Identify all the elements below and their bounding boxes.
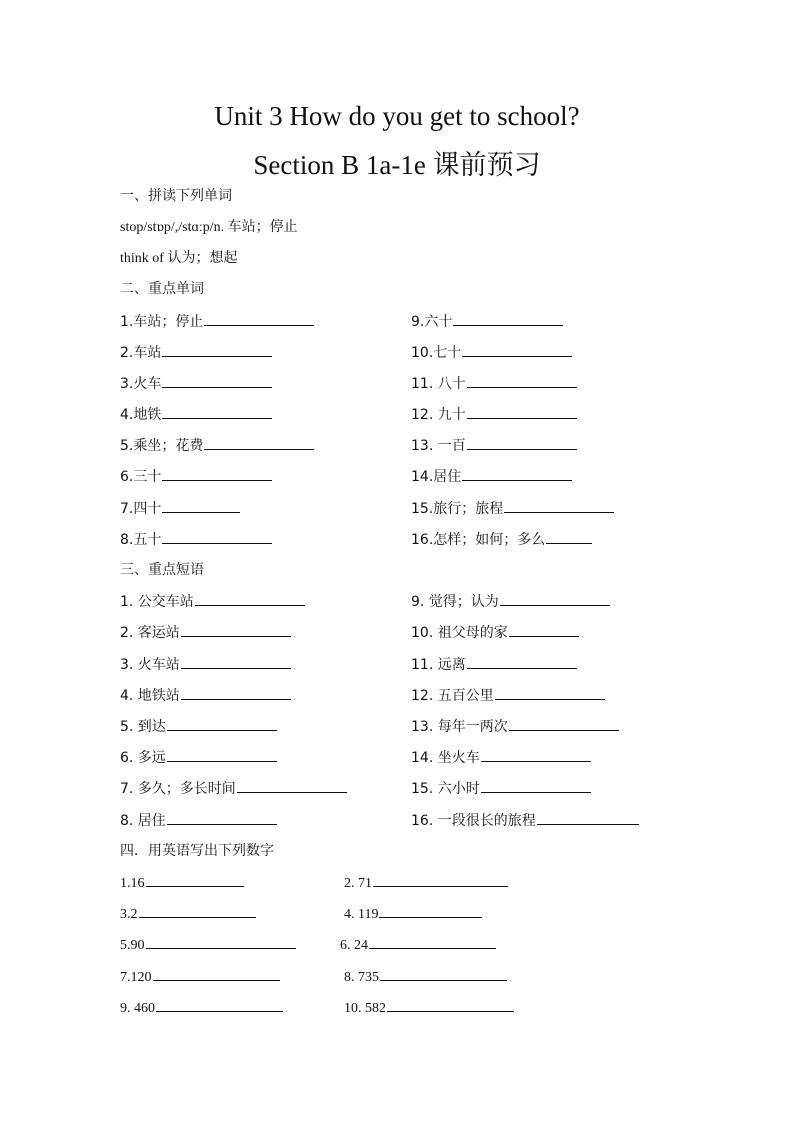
- document-subtitle: Section B 1a-1e 课前预习: [253, 150, 541, 180]
- answer-blank[interactable]: [162, 530, 272, 544]
- answer-blank[interactable]: [495, 686, 605, 700]
- exercise-item: 4. 地铁站: [120, 686, 291, 705]
- exercise-item: 3.火车: [120, 374, 272, 393]
- exercise-item: 3.2: [120, 904, 256, 924]
- exercise-item: 14. 坐火车: [411, 748, 591, 767]
- answer-blank[interactable]: [204, 312, 314, 326]
- answer-blank[interactable]: [509, 623, 579, 637]
- vocab-think-of: think of 认为；想起: [120, 251, 238, 266]
- answer-blank[interactable]: [467, 655, 577, 669]
- answer-blank[interactable]: [504, 499, 614, 513]
- exercise-item: 7.120: [120, 967, 280, 987]
- exercise-item: 5. 到达: [120, 717, 277, 736]
- exercise-item: 11. 八十: [411, 374, 577, 393]
- exercise-item: 15. 六小时: [411, 779, 591, 798]
- exercise-item: 7.四十: [120, 499, 240, 518]
- answer-blank[interactable]: [156, 998, 283, 1012]
- section3-heading: 三、重点短语: [120, 562, 204, 578]
- answer-blank[interactable]: [204, 436, 314, 450]
- section4-heading: 四．用英语写出下列数字: [120, 843, 274, 859]
- answer-blank[interactable]: [162, 499, 240, 513]
- exercise-item: 16.怎样；如何；多么: [411, 530, 592, 549]
- answer-blank[interactable]: [453, 312, 563, 326]
- exercise-item: 8.五十: [120, 530, 272, 549]
- answer-blank[interactable]: [509, 717, 619, 731]
- exercise-item: 5.90: [120, 935, 296, 955]
- answer-blank[interactable]: [546, 530, 592, 544]
- answer-blank[interactable]: [146, 873, 244, 887]
- exercise-item: 7. 多久；多长时间: [120, 779, 347, 798]
- exercise-item: 10.七十: [411, 343, 572, 362]
- exercise-item: 3. 火车站: [120, 655, 291, 674]
- exercise-item: 13. 每年一两次: [411, 717, 619, 736]
- answer-blank[interactable]: [153, 967, 280, 981]
- answer-blank[interactable]: [467, 374, 577, 388]
- answer-blank[interactable]: [167, 811, 277, 825]
- exercise-item: 4. 119: [344, 904, 482, 924]
- vocab-stop: stop/stɒp/,/stɑːp/n. 车站；停止: [120, 220, 298, 235]
- answer-blank[interactable]: [162, 374, 272, 388]
- answer-blank[interactable]: [369, 935, 496, 949]
- exercise-item: 13. 一百: [411, 436, 577, 455]
- answer-blank[interactable]: [373, 873, 508, 887]
- answer-blank[interactable]: [181, 686, 291, 700]
- answer-blank[interactable]: [195, 592, 305, 606]
- answer-blank[interactable]: [462, 467, 572, 481]
- answer-blank[interactable]: [237, 779, 347, 793]
- section1-heading: 一、拼读下列单词: [120, 188, 232, 204]
- exercise-item: 6. 多远: [120, 748, 277, 767]
- exercise-item: 9. 觉得；认为: [411, 592, 610, 611]
- answer-blank[interactable]: [162, 405, 272, 419]
- answer-blank[interactable]: [167, 717, 277, 731]
- exercise-item: 12. 九十: [411, 405, 577, 424]
- answer-blank[interactable]: [146, 935, 296, 949]
- exercise-item: 6. 24: [340, 935, 496, 955]
- answer-blank[interactable]: [500, 592, 610, 606]
- answer-blank[interactable]: [380, 967, 507, 981]
- answer-blank[interactable]: [181, 623, 291, 637]
- exercise-item: 9. 460: [120, 998, 283, 1018]
- exercise-item: 8. 735: [344, 967, 507, 987]
- answer-blank[interactable]: [537, 811, 639, 825]
- answer-blank[interactable]: [162, 467, 272, 481]
- exercise-item: 1.车站；停止: [120, 312, 314, 331]
- answer-blank[interactable]: [162, 343, 272, 357]
- exercise-item: 8. 居住: [120, 811, 277, 830]
- exercise-item: 16. 一段很长的旅程: [411, 811, 639, 830]
- answer-blank[interactable]: [481, 779, 591, 793]
- exercise-item: 1.16: [120, 873, 244, 893]
- answer-blank[interactable]: [481, 748, 591, 762]
- exercise-item: 5.乘坐；花费: [120, 436, 314, 455]
- exercise-item: 12. 五百公里: [411, 686, 605, 705]
- exercise-item: 2. 71: [344, 873, 508, 893]
- answer-blank[interactable]: [139, 904, 256, 918]
- exercise-item: 4.地铁: [120, 405, 272, 424]
- answer-blank[interactable]: [462, 343, 572, 357]
- answer-blank[interactable]: [379, 904, 482, 918]
- answer-blank[interactable]: [467, 405, 577, 419]
- exercise-item: 6.三十: [120, 467, 272, 486]
- answer-blank[interactable]: [181, 655, 291, 669]
- answer-blank[interactable]: [467, 436, 577, 450]
- exercise-item: 11. 远离: [411, 655, 577, 674]
- exercise-item: 2. 客运站: [120, 623, 291, 642]
- exercise-item: 2.车站: [120, 343, 272, 362]
- exercise-item: 9.六十: [411, 312, 563, 331]
- exercise-item: 10. 582: [344, 998, 514, 1018]
- exercise-item: 10. 祖父母的家: [411, 623, 579, 642]
- document-title: Unit 3 How do you get to school?: [214, 101, 580, 131]
- answer-blank[interactable]: [167, 748, 277, 762]
- answer-blank[interactable]: [387, 998, 514, 1012]
- exercise-item: 14.居住: [411, 467, 572, 486]
- exercise-item: 1. 公交车站: [120, 592, 305, 611]
- exercise-item: 15.旅行；旅程: [411, 499, 614, 518]
- section2-heading: 二、重点单词: [120, 281, 204, 297]
